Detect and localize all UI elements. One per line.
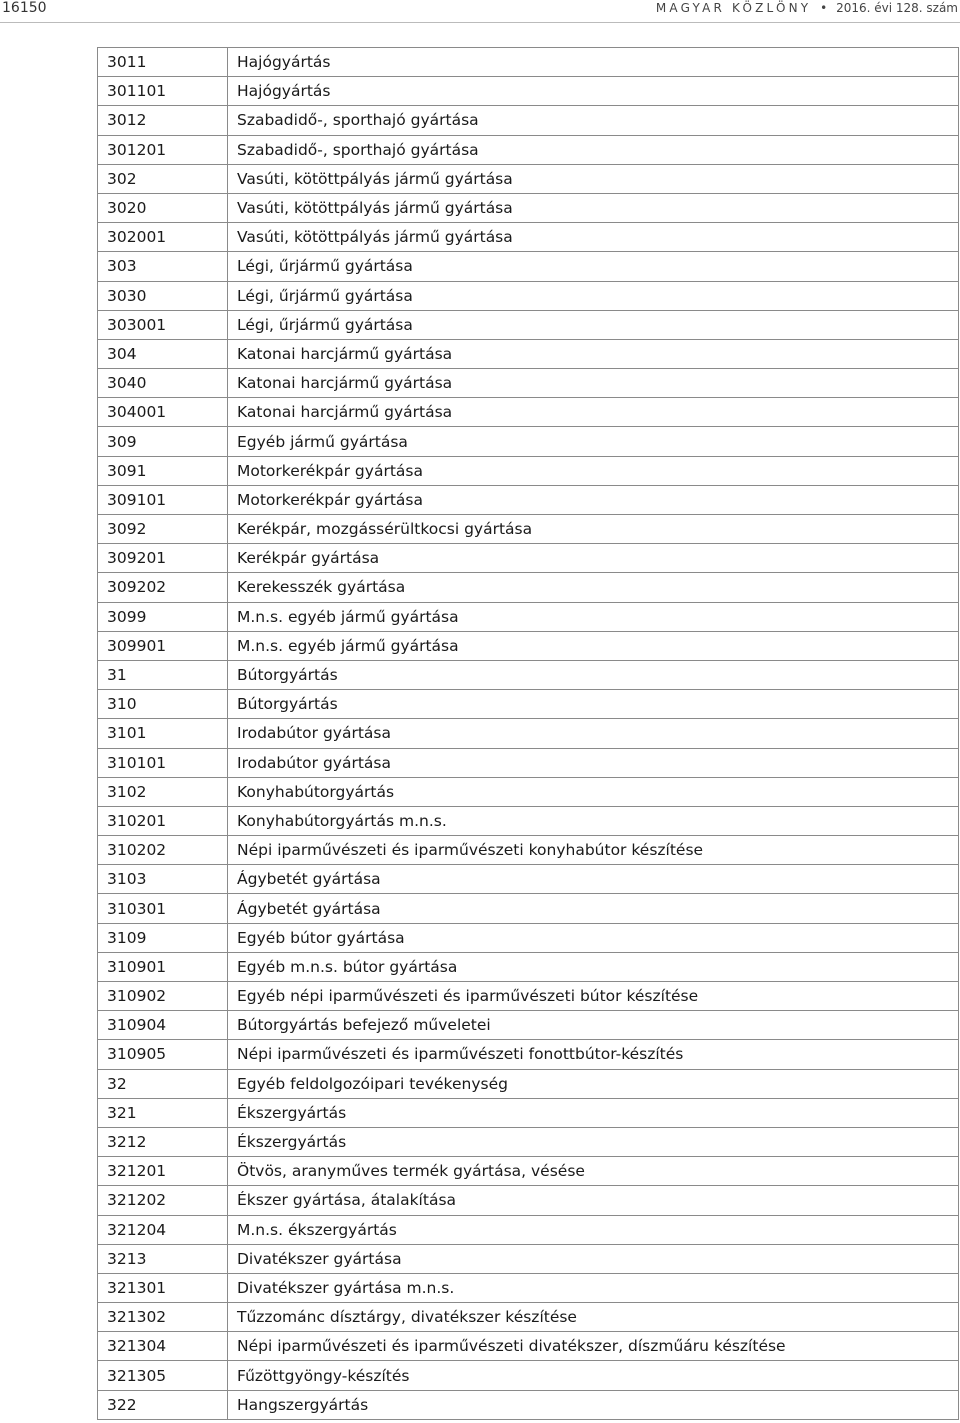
table-row xyxy=(98,48,959,77)
name-cell: Népi iparművészeti és iparművészeti fonottbútor-készítés xyxy=(228,1040,959,1069)
code-cell: 3012 xyxy=(98,106,228,135)
code-cell: 3102 xyxy=(98,777,228,806)
table-row xyxy=(98,894,959,923)
table-row xyxy=(98,1040,959,1069)
name-cell: Irodabútor gyártása xyxy=(228,748,959,777)
name-cell: Ágybetét gyártása xyxy=(228,865,959,894)
code-cell: 310902 xyxy=(98,982,228,1011)
code-cell: 3212 xyxy=(98,1127,228,1156)
table-row xyxy=(98,982,959,1011)
table-row xyxy=(98,719,959,748)
name-cell: Vasúti, kötöttpályás jármű gyártása xyxy=(228,193,959,222)
table-row xyxy=(98,1390,959,1419)
name-cell: M.n.s. egyéb jármű gyártása xyxy=(228,631,959,660)
name-cell: Katonai harcjármű gyártása xyxy=(228,369,959,398)
code-cell: 303001 xyxy=(98,310,228,339)
table-row xyxy=(98,252,959,281)
table-row xyxy=(98,923,959,952)
name-cell: Egyéb feldolgozóipari tevékenység xyxy=(228,1069,959,1098)
table-row xyxy=(98,1273,959,1302)
name-cell: Egyéb népi iparművészeti és iparművészeti bútor készítése xyxy=(228,982,959,1011)
table-row xyxy=(98,1127,959,1156)
code-cell: 321301 xyxy=(98,1273,228,1302)
code-cell: 321201 xyxy=(98,1157,228,1186)
table-row xyxy=(98,223,959,252)
table-row xyxy=(98,602,959,631)
name-cell: Konyhabútorgyártás xyxy=(228,777,959,806)
name-cell: Tűzzománc dísztárgy, divatékszer készítése xyxy=(228,1303,959,1332)
name-cell: Fűzöttgyöngy-készítés xyxy=(228,1361,959,1390)
table-row xyxy=(98,1361,959,1390)
name-cell: Vasúti, kötöttpályás jármű gyártása xyxy=(228,164,959,193)
code-cell: 321302 xyxy=(98,1303,228,1332)
code-cell: 310101 xyxy=(98,748,228,777)
table-row xyxy=(98,952,959,981)
table-row xyxy=(98,427,959,456)
table-row xyxy=(98,456,959,485)
table-row xyxy=(98,1215,959,1244)
name-cell: Konyhabútorgyártás m.n.s. xyxy=(228,806,959,835)
code-cell: 302001 xyxy=(98,223,228,252)
name-cell: Egyéb jármű gyártása xyxy=(228,427,959,456)
name-cell: Légi, űrjármű gyártása xyxy=(228,310,959,339)
code-cell: 3103 xyxy=(98,865,228,894)
name-cell: Szabadidő-, sporthajó gyártása xyxy=(228,106,959,135)
code-cell: 3020 xyxy=(98,193,228,222)
table-row xyxy=(98,515,959,544)
code-cell: 3040 xyxy=(98,369,228,398)
name-cell: Kerékpár gyártása xyxy=(228,544,959,573)
name-cell: Ötvös, aranyműves termék gyártása, vésése xyxy=(228,1157,959,1186)
code-cell: 310301 xyxy=(98,894,228,923)
separator-dot: • xyxy=(820,1,828,15)
table-row xyxy=(98,164,959,193)
journal-title: MAGYAR KÖZLÖNY xyxy=(655,1,812,15)
name-cell: Irodabútor gyártása xyxy=(228,719,959,748)
table-row xyxy=(98,836,959,865)
name-cell: Hajógyártás xyxy=(228,48,959,77)
code-cell: 302 xyxy=(98,164,228,193)
code-cell: 32 xyxy=(98,1069,228,1098)
code-cell: 321305 xyxy=(98,1361,228,1390)
name-cell: Népi iparművészeti és iparművészeti divatékszer, díszműáru készítése xyxy=(228,1332,959,1361)
table-row xyxy=(98,1244,959,1273)
table-row xyxy=(98,339,959,368)
code-cell: 31 xyxy=(98,660,228,689)
name-cell: Bútorgyártás xyxy=(228,660,959,689)
table-row xyxy=(98,544,959,573)
code-cell: 309201 xyxy=(98,544,228,573)
name-cell: Katonai harcjármű gyártása xyxy=(228,398,959,427)
table-row xyxy=(98,106,959,135)
activity-code-table xyxy=(97,47,959,1420)
code-cell: 309 xyxy=(98,427,228,456)
table-row xyxy=(98,573,959,602)
table-row xyxy=(98,660,959,689)
journal-info xyxy=(656,1,958,15)
name-cell: Egyéb bútor gyártása xyxy=(228,923,959,952)
name-cell: Divatékszer gyártása xyxy=(228,1244,959,1273)
issue-label: 2016. évi 128. szám xyxy=(836,1,958,15)
name-cell: Vasúti, kötöttpályás jármű gyártása xyxy=(228,223,959,252)
code-cell: 303 xyxy=(98,252,228,281)
page-number: 16150 xyxy=(2,0,47,16)
code-cell: 301201 xyxy=(98,135,228,164)
code-cell: 3030 xyxy=(98,281,228,310)
code-cell: 310905 xyxy=(98,1040,228,1069)
table-row xyxy=(98,1098,959,1127)
table-row xyxy=(98,1069,959,1098)
table-row xyxy=(98,77,959,106)
name-cell: Ékszergyártás xyxy=(228,1098,959,1127)
code-cell: 310201 xyxy=(98,806,228,835)
table-row xyxy=(98,865,959,894)
table-row xyxy=(98,748,959,777)
table-row xyxy=(98,485,959,514)
table-row xyxy=(98,1303,959,1332)
name-cell: Szabadidő-, sporthajó gyártása xyxy=(228,135,959,164)
code-cell: 301101 xyxy=(98,77,228,106)
name-cell: Egyéb m.n.s. bútor gyártása xyxy=(228,952,959,981)
name-cell: Divatékszer gyártása m.n.s. xyxy=(228,1273,959,1302)
name-cell: Hangszergyártás xyxy=(228,1390,959,1419)
name-cell: Bútorgyártás xyxy=(228,690,959,719)
name-cell: Katonai harcjármű gyártása xyxy=(228,339,959,368)
name-cell: Ágybetét gyártása xyxy=(228,894,959,923)
table-row xyxy=(98,398,959,427)
table-body xyxy=(98,48,959,1420)
table-row xyxy=(98,1186,959,1215)
code-cell: 3011 xyxy=(98,48,228,77)
code-cell: 310904 xyxy=(98,1011,228,1040)
name-cell: M.n.s. egyéb jármű gyártása xyxy=(228,602,959,631)
code-cell: 304001 xyxy=(98,398,228,427)
table-row xyxy=(98,777,959,806)
code-cell: 3101 xyxy=(98,719,228,748)
table-row xyxy=(98,135,959,164)
code-cell: 309901 xyxy=(98,631,228,660)
name-cell: Légi, űrjármű gyártása xyxy=(228,252,959,281)
code-cell: 310202 xyxy=(98,836,228,865)
name-cell: Ékszergyártás xyxy=(228,1127,959,1156)
code-cell: 309202 xyxy=(98,573,228,602)
code-cell: 321 xyxy=(98,1098,228,1127)
code-cell: 3091 xyxy=(98,456,228,485)
code-cell: 310 xyxy=(98,690,228,719)
code-cell: 3213 xyxy=(98,1244,228,1273)
code-cell: 322 xyxy=(98,1390,228,1419)
name-cell: Bútorgyártás befejező műveletei xyxy=(228,1011,959,1040)
code-cell: 321202 xyxy=(98,1186,228,1215)
table-row xyxy=(98,806,959,835)
name-cell: Kerékpár, mozgássérültkocsi gyártása xyxy=(228,515,959,544)
name-cell: Légi, űrjármű gyártása xyxy=(228,281,959,310)
name-cell: Kerekesszék gyártása xyxy=(228,573,959,602)
code-cell: 3099 xyxy=(98,602,228,631)
table-row xyxy=(98,193,959,222)
name-cell: M.n.s. ékszergyártás xyxy=(228,1215,959,1244)
table-row xyxy=(98,310,959,339)
name-cell: Hajógyártás xyxy=(228,77,959,106)
code-cell: 321304 xyxy=(98,1332,228,1361)
table-row xyxy=(98,1157,959,1186)
page-header xyxy=(0,0,960,23)
table-row xyxy=(98,281,959,310)
name-cell: Ékszer gyártása, átalakítása xyxy=(228,1186,959,1215)
code-cell: 321204 xyxy=(98,1215,228,1244)
code-cell: 3109 xyxy=(98,923,228,952)
name-cell: Motorkerékpár gyártása xyxy=(228,485,959,514)
table-row xyxy=(98,631,959,660)
name-cell: Népi iparművészeti és iparművészeti konyhabútor készítése xyxy=(228,836,959,865)
code-cell: 310901 xyxy=(98,952,228,981)
table-row xyxy=(98,690,959,719)
table-row xyxy=(98,369,959,398)
code-cell: 3092 xyxy=(98,515,228,544)
name-cell: Motorkerékpár gyártása xyxy=(228,456,959,485)
table-row xyxy=(98,1332,959,1361)
code-cell: 309101 xyxy=(98,485,228,514)
code-cell: 304 xyxy=(98,339,228,368)
table-row xyxy=(98,1011,959,1040)
